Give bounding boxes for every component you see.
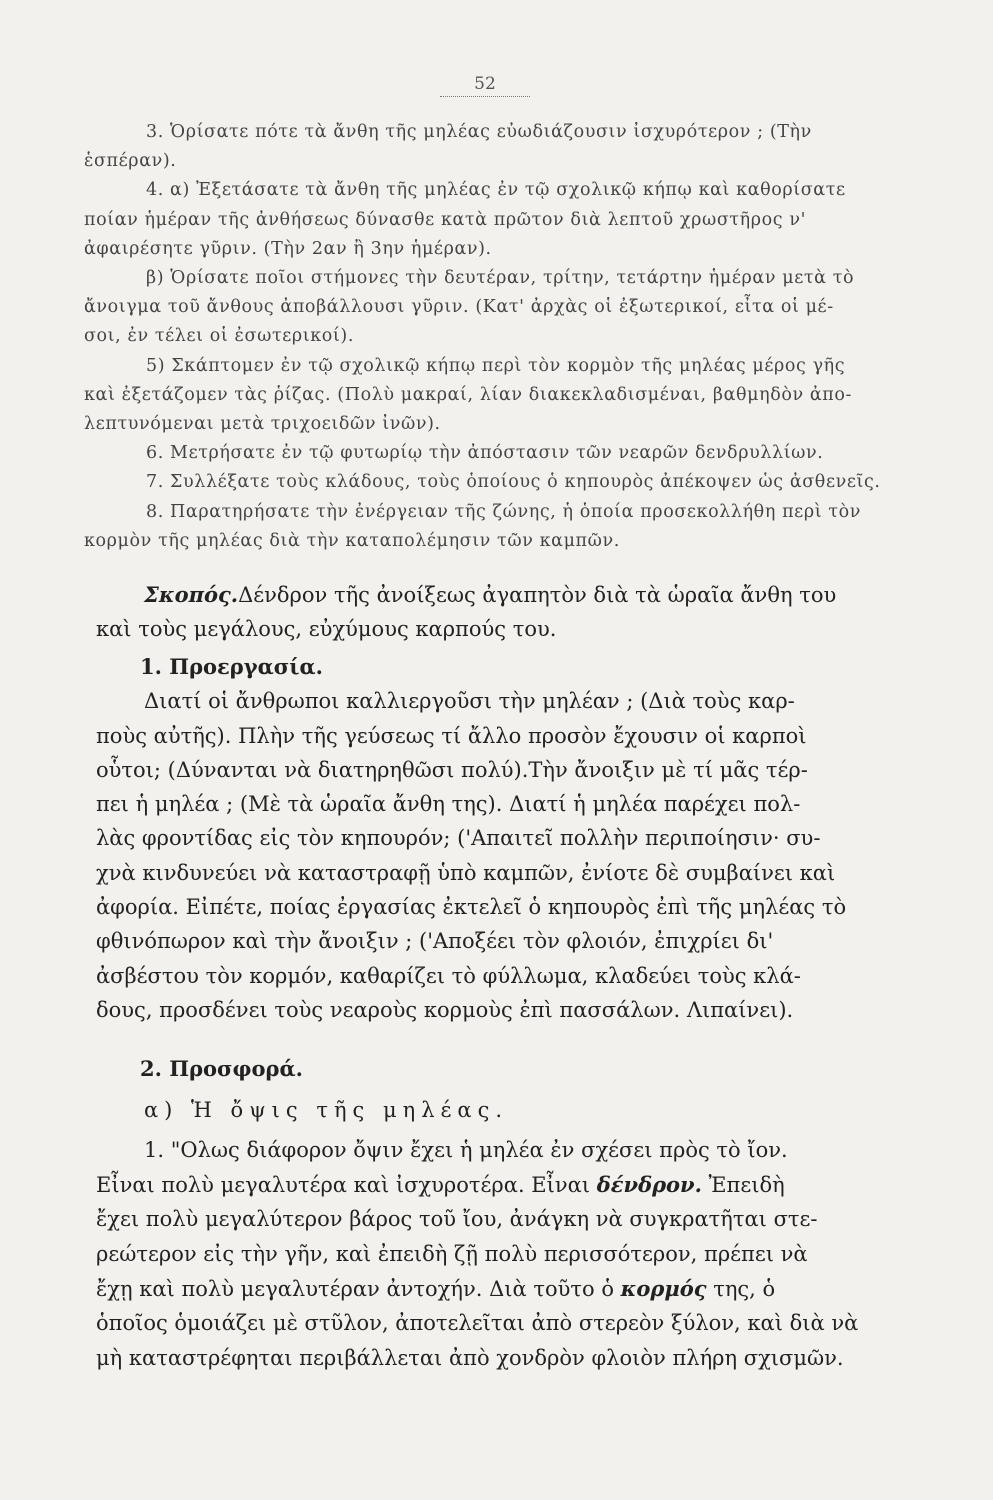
section1-line: οὗτοι; (Δύνανται νὰ διατηρηθῶσι πολύ).Τὴν ἄνοιξιν μὲ τί μᾶς τέρ- [96, 757, 808, 782]
text-segment: ἔχῃ καὶ πολὺ μεγαλυτέραν ἀντοχήν. Διὰ τοῦτο ὁ [96, 1276, 621, 1301]
section2 [96, 1052, 888, 1375]
question-line: 6. Μετρήσατε ἐν τῷ φυτωρίῳ τὴν ἀπόστασιν τῶν νεαρῶν δενδρυλλίων. [146, 443, 824, 464]
section2-line: ἔχει πολὺ μεγαλύτερον βάρος τοῦ ἴου, ἀνάγκη νὰ συγκρατῆται στε- [96, 1207, 818, 1232]
question-line: β) Ὁρίσατε ποῖοι στήμονες τὴν δευτέραν, τρίτην, τετάρτην ἡμέραν μετὰ τὸ [146, 268, 855, 289]
question-line: ἀφαιρέσητε γῦριν. (Τὴν 2αν ἢ 3ην ἡμέραν). [84, 238, 492, 259]
questions-block [84, 118, 890, 556]
section1-line: δους, προσδένει τοὺς νεαροὺς κορμοὺς ἐπὶ πασσάλων. Λιπαίνει). [96, 997, 794, 1022]
section2-line: 1. "Ολως διάφορον ὄψιν ἔχει ἡ μηλέα ἐν σχέσει πρὸς τὸ ἴον. [144, 1138, 788, 1163]
section1-title: 1. Προεργασία. [140, 654, 323, 679]
section1-line: ἀφορία. Εἰπέτε, ποίας ἐργασίας ἐκτελεῖ ὁ κηπουρὸς ἐπὶ τῆς μηλέας τὸ [96, 895, 847, 920]
section1-line: Διατί οἱ ἄνθρωποι καλλιεργοῦσι τὴν μηλέαν ; (Διὰ τοὺς καρ- [144, 689, 795, 714]
section1-line: λὰς φροντίδας εἰς τὸν κηπουρόν; ('Απαιτεῖ πολλὴν περιποίησιν· συ- [96, 826, 821, 851]
section1-line: πει ἡ μηλέα ; (Μὲ τὰ ὡραῖα ἄνθη της). Διατί ἡ μηλέα παρέχει πολ- [96, 792, 801, 817]
text-segment: της, ὁ [706, 1276, 776, 1301]
section2-line [96, 1168, 888, 1203]
aim-block [96, 578, 888, 646]
section2-line: ὁποῖος ὁμοιάζει μὲ στῦλον, ἀποτελεῖται ἀπὸ στερεὸν ξύλον, καὶ διὰ νὰ [96, 1311, 859, 1336]
question-line: ποίαν ἡμέραν τῆς ἀνθήσεως δύνασθε κατὰ πρῶτον διὰ λεπτοῦ χρωστῆρος ν' [84, 209, 807, 230]
section2-subtitle: α) Ἡ ὄψις τῆς μηλέας. [144, 1097, 509, 1122]
question-line: λεπτυνόμεναι μετὰ τριχοειδῶν ἰνῶν). [84, 414, 441, 435]
page-number: 52 [440, 74, 530, 97]
section2-line: μὴ καταστρέφηται περιβάλλεται ἀπὸ χονδρὸν φλοιὸν πλήρη σχισμῶν. [96, 1345, 844, 1370]
question-line: 7. Συλλέξατε τοὺς κλάδους, τοὺς ὁποίους ὁ κηπουρὸς ἀπέκοψεν ὡς ἀσθενεῖς. [146, 472, 881, 493]
aim-text: Δένδρον τῆς ἀνοίξεως ἀγαπητὸν διὰ τὰ ὡραῖα ἄνθη του [238, 583, 837, 607]
question-line: ἄνοιγμα τοῦ ἄνθους ἀποβάλλουσι γῦριν. (Κατ' ἀρχὰς οἱ ἐξωτερικοί, εἶτα οἱ μέ- [84, 297, 834, 318]
section1 [96, 650, 888, 1027]
aim-line [96, 578, 888, 612]
question-line: καὶ ἐξετάζομεν τὰς ῥίζας. (Πολὺ μακραί, λίαν διακεκλαδισμέναι, βαθμηδὸν ἀπο- [84, 384, 853, 405]
question-line: 4. α) Ἐξετάσατε τὰ ἄνθη τῆς μηλέας ἐν τῷ σχολικῷ κήπῳ καὶ καθορίσατε [146, 180, 846, 201]
section1-line: φθινόπωρον καὶ τὴν ἄνοιξιν ; ('Αποξέει τὸν φλοιόν, ἐπιχρίει δι' [96, 929, 774, 954]
question-line: 8. Παρατηρήσατε τὴν ἐνέργειαν τῆς ζώνης, ἡ ὁποία προσεκολλήθη περὶ τὸν [146, 501, 862, 522]
question-line: 5) Σκάπτομεν ἐν τῷ σχολικῷ κήπῳ περὶ τὸν κορμὸν τῆς μηλέας μέρος γῆς [146, 355, 846, 376]
text-segment: Εἶναι πολὺ μεγαλυτέρα καὶ ἰσχυροτέρα. Εἶναι [96, 1172, 597, 1197]
aim-label: Σκοπός. [144, 582, 239, 607]
section1-line: ἀσβέστου τὸν κορμόν, καθαρίζει τὸ φύλλωμα, κλαδεύει τοὺς κλά- [96, 963, 801, 988]
question-line: 3. Ὁρίσατε πότε τὰ ἄνθη τῆς μηλέας εὐωδιάζουσιν ἰσχυρότερον ; (Τὴν [146, 122, 812, 142]
section2-title: 2. Προσφορά. [140, 1056, 303, 1081]
question-line: ἑσπέραν). [84, 151, 177, 172]
emphasis-kormos: κορμός [620, 1275, 707, 1301]
text-segment: Ἐπειδὴ [701, 1172, 785, 1197]
aim-line: καὶ τοὺς μεγάλους, εὐχύμους καρπούς του. [96, 617, 557, 641]
section1-line: χνὰ κινδυνεύει νὰ καταστραφῇ ὑπὸ καμπῶν, ἐνίοτε δὲ συμβαίνει καὶ [96, 860, 836, 885]
section2-line [96, 1272, 888, 1307]
question-line: σοι, ἐν τέλει οἱ ἐσωτερικοί). [84, 326, 354, 347]
emphasis-dendron: δένδρον. [596, 1171, 702, 1197]
section1-line: ποὺς αὐτῆς). Πλὴν τῆς γεύσεως τί ἄλλο προσὸν ἔχουσιν οἱ καρποὶ [96, 723, 807, 748]
question-line: κορμὸν τῆς μηλέας διὰ τὴν καταπολέμησιν τῶν καμπῶν. [84, 530, 620, 551]
section2-line: ρεώτερον εἰς τὴν γῆν, καὶ ἐπειδὴ ζῇ πολὺ περισσότερον, πρέπει νὰ [96, 1241, 808, 1266]
